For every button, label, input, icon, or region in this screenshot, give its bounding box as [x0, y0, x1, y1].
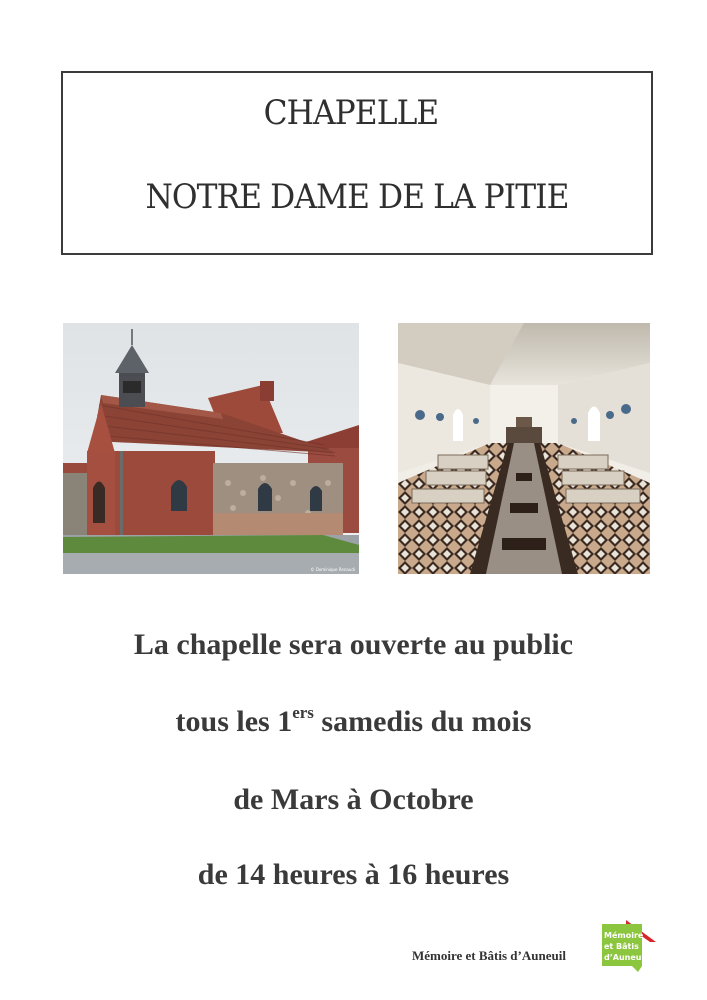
ordinal-suffix: ers [292, 703, 314, 722]
logo-word-2: et Bâtis [604, 942, 639, 951]
organization-logo [598, 916, 660, 972]
opening-line-1: La chapelle sera ouverte au public [133, 628, 574, 661]
logo-word-3: d’Auneuil [604, 953, 647, 962]
organization-name: Mémoire et Bâtis d’Auneuil [412, 948, 566, 963]
opening-hours: de 14 heures à 16 heures [197, 858, 510, 891]
logo-word-1: Mémoire [604, 931, 644, 940]
opening-line-2 [0, 705, 707, 739]
opening-line-2-start: tous les 1 [175, 705, 293, 738]
chapel-interior-photo [398, 323, 650, 574]
opening-line-2-end: samedis du mois [313, 705, 532, 738]
title-box [61, 71, 653, 255]
title-line-1: CHAPELLE [263, 93, 439, 133]
title-line-2: NOTRE DAME DE LA PITIE [145, 177, 569, 217]
photo-credit: © Dominique Renaudi [310, 567, 355, 572]
opening-months: de Mars à Octobre [233, 783, 474, 816]
chapel-exterior-photo [63, 323, 359, 574]
